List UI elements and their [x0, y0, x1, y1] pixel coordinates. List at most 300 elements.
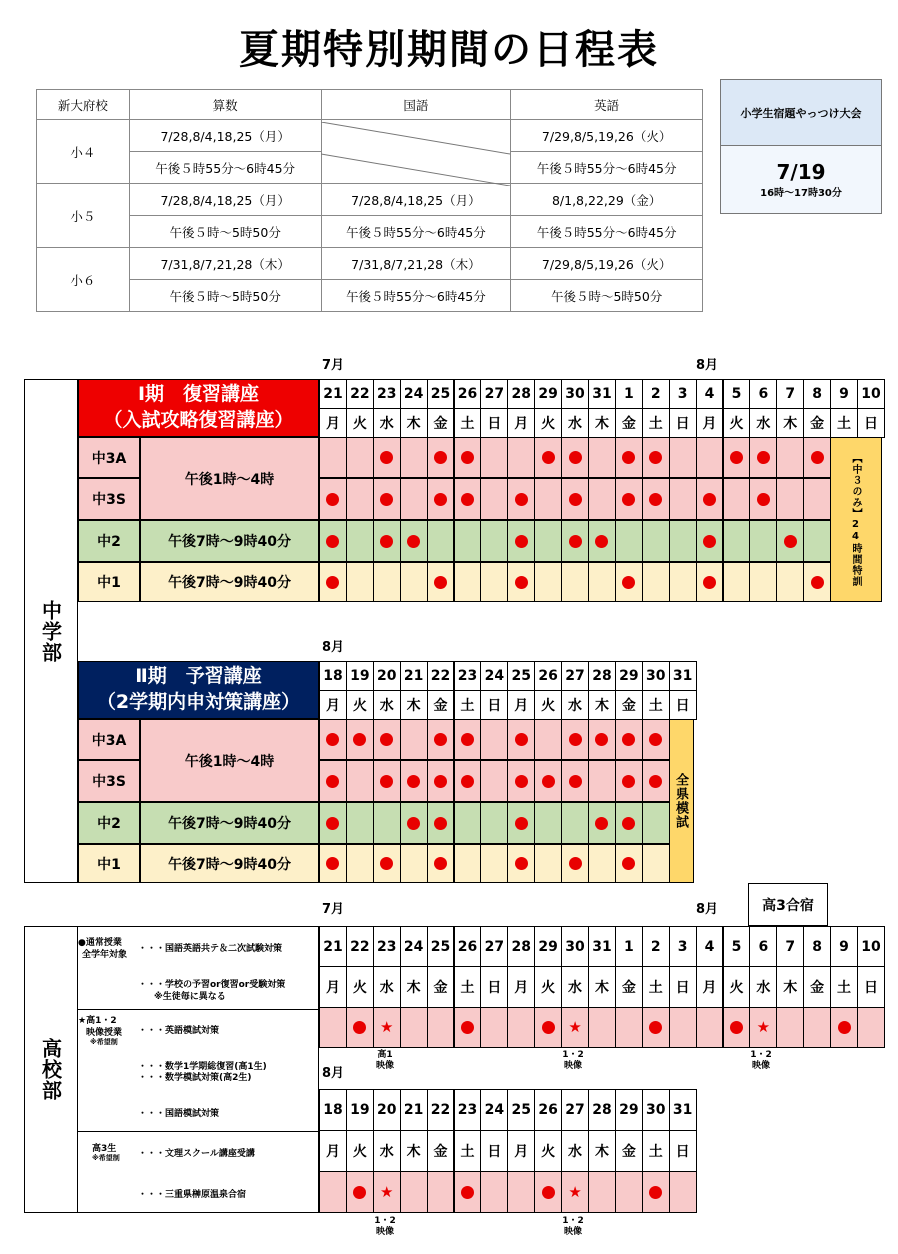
schedule-cell	[400, 802, 428, 844]
period1-title: Ⅰ期 復習講座	[137, 383, 260, 406]
schedule-cell	[319, 802, 347, 844]
schedule-cell	[346, 478, 374, 520]
weekday-cell: 火	[723, 966, 751, 1008]
grade-4: 小４	[37, 120, 130, 184]
period2-title: Ⅱ期 予習講座	[135, 665, 262, 688]
schedule-cell	[749, 437, 777, 478]
schedule-cell	[400, 478, 428, 520]
legend-line: ・・・国語英語共テ＆二次試験対策	[138, 944, 283, 954]
month-label-august: 8月	[696, 902, 719, 917]
schedule-cell	[803, 562, 831, 602]
schedule-cell	[373, 437, 401, 478]
schedule-cell	[588, 1007, 616, 1048]
weekday-cell: 金	[615, 408, 643, 438]
legend-divider	[78, 1131, 319, 1132]
date-cell: 21	[400, 1089, 428, 1131]
schedule-cell	[373, 802, 401, 844]
schedule-cell	[723, 562, 751, 602]
date-cell: 22	[427, 1089, 455, 1131]
schedule-cell	[507, 844, 535, 883]
schedule-cell	[480, 562, 508, 602]
date-cell: 30	[561, 379, 589, 409]
schedule-cell	[427, 562, 455, 602]
weekday-cell: 月	[507, 966, 535, 1008]
date-cell: 23	[373, 379, 401, 409]
class-dot-marker	[353, 1021, 366, 1034]
weekday-cell: 月	[507, 690, 535, 720]
date-cell: 25	[427, 926, 455, 967]
class-dot-marker	[542, 1186, 555, 1199]
cell: 午後５時55分～6時45分	[511, 216, 703, 248]
schedule-cell	[642, 520, 670, 562]
schedule-cell	[480, 802, 508, 844]
class-dot-marker	[326, 493, 339, 506]
class-2-label: 中2	[78, 802, 140, 844]
schedule-cell	[534, 437, 562, 478]
schedule-cell	[588, 562, 616, 602]
weekday-cell: 金	[803, 966, 831, 1008]
class-2-label: 中2	[78, 520, 140, 562]
class-dot-marker	[326, 817, 339, 830]
date-cell: 5	[723, 926, 751, 967]
date-cell: 29	[534, 379, 562, 409]
video-star-marker: ★	[380, 1018, 394, 1036]
schedule-cell	[696, 1007, 724, 1048]
schedule-cell	[669, 1171, 697, 1213]
date-cell: 10	[857, 379, 885, 409]
schedule-cell	[507, 562, 535, 602]
date-cell: 26	[534, 1089, 562, 1131]
weekday-cell: 土	[642, 1130, 670, 1172]
class-dot-marker	[703, 535, 716, 548]
legend-video-note: ※希望制	[90, 1038, 118, 1046]
header-english: 英語	[511, 90, 703, 120]
date-cell: 31	[669, 1089, 697, 1131]
class-dot-marker	[622, 733, 635, 746]
schedule-cell	[346, 437, 374, 478]
class-dot-marker	[569, 775, 582, 788]
schedule-cell	[319, 719, 347, 760]
schedule-cell	[507, 802, 535, 844]
schedule-cell	[480, 719, 508, 760]
class-dot-marker	[649, 493, 662, 506]
schedule-cell	[319, 760, 347, 802]
date-cell: 21	[319, 379, 347, 409]
schedule-cell	[480, 520, 508, 562]
legend-senior: 高3生	[92, 1144, 117, 1154]
schedule-cell	[427, 478, 455, 520]
date-cell: 22	[427, 661, 455, 691]
class-dot-marker	[569, 493, 582, 506]
schedule-cell	[723, 478, 751, 520]
weekday-cell: 木	[400, 690, 428, 720]
weekday-cell: 土	[642, 408, 670, 438]
legend-senior-note: ※希望制	[92, 1154, 120, 1162]
date-cell: 10	[857, 926, 885, 967]
video-star-marker: ★	[380, 1182, 394, 1201]
schedule-cell	[400, 520, 428, 562]
date-cell: 21	[319, 926, 347, 967]
schedule-cell	[723, 520, 751, 562]
weekday-cell: 火	[346, 1130, 374, 1172]
schedule-cell	[534, 844, 562, 883]
schedule-cell	[400, 719, 428, 760]
schedule-cell	[373, 1007, 401, 1048]
event-date: 7/19	[776, 160, 826, 184]
class-1-label: 中1	[78, 844, 140, 883]
weekday-cell: 日	[669, 966, 697, 1008]
video-star-marker: ★	[568, 1182, 582, 1201]
weekday-cell: 日	[857, 408, 885, 438]
weekday-cell: 火	[534, 690, 562, 720]
prefecture-mock-exam	[667, 719, 694, 883]
schedule-cell	[749, 1007, 777, 1048]
high-school-section-label	[24, 926, 78, 1213]
schedule-cell	[319, 478, 347, 520]
schedule-cell	[669, 478, 697, 520]
class-dot-marker	[380, 451, 393, 464]
date-cell: 23	[454, 1089, 482, 1131]
schedule-cell	[803, 520, 831, 562]
schedule-cell	[642, 719, 670, 760]
weekday-cell: 火	[723, 408, 751, 438]
cell: 8/1,8,22,29（金）	[511, 184, 703, 216]
schedule-cell	[373, 760, 401, 802]
date-cell: 8	[803, 379, 831, 409]
schedule-cell	[696, 562, 724, 602]
schedule-cell	[373, 844, 401, 883]
weekday-cell: 月	[319, 690, 347, 720]
schedule-cell	[454, 562, 482, 602]
date-cell: 4	[696, 379, 724, 409]
class-dot-marker	[542, 1021, 555, 1034]
schedule-cell	[561, 520, 589, 562]
class-3-time: 午後1時～4時	[140, 437, 319, 520]
date-cell: 31	[669, 661, 697, 691]
legend-line: ・・・文理スクール講座受講	[138, 1149, 255, 1159]
weekday-cell: 日	[669, 1130, 697, 1172]
month-label-july: 7月	[322, 902, 345, 917]
class-dot-marker	[622, 817, 635, 830]
date-cell: 9	[830, 379, 858, 409]
weekday-cell: 金	[427, 408, 455, 438]
weekday-cell: 木	[588, 966, 616, 1008]
class-2-time: 午後7時～9時40分	[140, 520, 319, 562]
junior-high-label-text: 中学部	[38, 599, 63, 663]
class-dot-marker	[811, 451, 824, 464]
schedule-cell	[830, 1007, 858, 1048]
schedule-cell	[427, 1171, 455, 1213]
header-school: 新大府校	[37, 90, 130, 120]
date-cell: 28	[588, 661, 616, 691]
schedule-cell	[534, 719, 562, 760]
schedule-cell	[373, 520, 401, 562]
legend-regular-target: 全学年対象	[82, 950, 128, 960]
schedule-cell	[346, 802, 374, 844]
schedule-cell	[534, 802, 562, 844]
class-dot-marker	[461, 493, 474, 506]
schedule-cell	[427, 1007, 455, 1048]
class-3a-label: 中3A	[78, 719, 140, 760]
cell: 7/29,8/5,19,26（火）	[511, 120, 703, 152]
schedule-cell	[400, 1007, 428, 1048]
class-dot-marker	[407, 535, 420, 548]
class-dot-marker	[622, 451, 635, 464]
weekday-cell: 日	[669, 690, 697, 720]
schedule-cell	[480, 1007, 508, 1048]
date-cell: 18	[319, 1089, 347, 1131]
date-cell: 31	[588, 379, 616, 409]
schedule-cell	[642, 437, 670, 478]
caption-video: 1・2 映像	[562, 1050, 584, 1071]
date-cell: 1	[615, 379, 643, 409]
schedule-cell	[561, 562, 589, 602]
schedule-cell	[534, 478, 562, 520]
video-star-marker: ★	[568, 1018, 582, 1036]
date-cell: 7	[776, 926, 804, 967]
schedule-cell	[319, 1171, 347, 1213]
schedule-cell	[346, 1007, 374, 1048]
schedule-cell	[588, 844, 616, 883]
special-24h-text: 【中３のみ】24時間特訓	[850, 452, 861, 587]
weekday-cell: 火	[534, 1130, 562, 1172]
schedule-cell	[454, 844, 482, 883]
legend-line: ・・・三重県榊原温泉合宿	[138, 1190, 247, 1200]
class-dot-marker	[407, 817, 420, 830]
weekday-cell: 水	[373, 1130, 401, 1172]
weekday-cell: 月	[696, 408, 724, 438]
date-cell: 28	[507, 379, 535, 409]
date-cell: 28	[507, 926, 535, 967]
date-cell: 2	[642, 379, 670, 409]
cell: 7/31,8/7,21,28（木）	[321, 248, 511, 280]
weekday-cell: 木	[588, 1130, 616, 1172]
weekday-cell: 月	[507, 1130, 535, 1172]
date-cell: 3	[669, 379, 697, 409]
date-cell: 23	[454, 661, 482, 691]
weekday-cell: 日	[480, 1130, 508, 1172]
weekday-cell: 木	[400, 1130, 428, 1172]
legend-divider	[78, 1009, 319, 1010]
date-cell: 30	[561, 926, 589, 967]
cell: 午後５時55分～6時45分	[321, 280, 511, 312]
schedule-cell	[588, 760, 616, 802]
schedule-cell	[507, 478, 535, 520]
weekday-cell: 土	[454, 966, 482, 1008]
weekday-cell: 月	[319, 408, 347, 438]
weekday-cell: 木	[400, 966, 428, 1008]
date-cell: 26	[534, 661, 562, 691]
weekday-cell: 木	[400, 408, 428, 438]
date-cell: 27	[561, 661, 589, 691]
class-dot-marker	[649, 451, 662, 464]
weekday-cell: 日	[480, 408, 508, 438]
schedule-cell	[427, 802, 455, 844]
schedule-cell	[642, 844, 670, 883]
schedule-cell	[507, 719, 535, 760]
schedule-cell	[749, 562, 777, 602]
weekday-cell: 水	[561, 408, 589, 438]
class-dot-marker	[569, 733, 582, 746]
class-dot-marker	[784, 535, 797, 548]
class-dot-marker	[569, 535, 582, 548]
date-cell: 5	[723, 379, 751, 409]
class-3a-label: 中3A	[78, 437, 140, 478]
schedule-cell	[534, 1171, 562, 1213]
header-japanese: 国語	[321, 90, 511, 120]
schedule-cell	[454, 1007, 482, 1048]
date-cell: 27	[561, 1089, 589, 1131]
class-dot-marker	[461, 733, 474, 746]
weekday-cell: 金	[615, 966, 643, 1008]
schedule-cell	[346, 562, 374, 602]
weekday-cell: 日	[857, 966, 885, 1008]
class-dot-marker	[515, 775, 528, 788]
class-dot-marker	[407, 775, 420, 788]
caption-video: 1・2 映像	[374, 1216, 396, 1237]
class-dot-marker	[515, 493, 528, 506]
date-cell: 29	[615, 1089, 643, 1131]
schedule-cell	[561, 719, 589, 760]
schedule-cell	[776, 1007, 804, 1048]
legend-line: ・・・数学模試対策(高2生)	[138, 1073, 252, 1083]
schedule-cell	[427, 437, 455, 478]
schedule-cell	[319, 520, 347, 562]
date-cell: 20	[373, 661, 401, 691]
schedule-cell	[615, 520, 643, 562]
schedule-cell	[669, 1007, 697, 1048]
mock-exam-text: 全県模試	[673, 773, 688, 829]
cell: 午後５時55分～6時45分	[511, 152, 703, 184]
class-dot-marker	[380, 733, 393, 746]
weekday-cell: 木	[776, 408, 804, 438]
date-cell: 24	[400, 926, 428, 967]
class-dot-marker	[434, 733, 447, 746]
date-cell: 2	[642, 926, 670, 967]
date-cell: 30	[642, 661, 670, 691]
schedule-cell	[642, 802, 670, 844]
schedule-cell	[454, 802, 482, 844]
schedule-cell	[561, 437, 589, 478]
class-dot-marker	[380, 775, 393, 788]
schedule-cell	[346, 760, 374, 802]
weekday-cell: 月	[696, 966, 724, 1008]
class-dot-marker	[838, 1021, 851, 1034]
schedule-cell	[534, 1007, 562, 1048]
schedule-cell	[615, 478, 643, 520]
class-3-time: 午後1時～4時	[140, 719, 319, 802]
schedule-cell	[696, 478, 724, 520]
date-cell: 18	[319, 661, 347, 691]
date-cell: 31	[588, 926, 616, 967]
date-cell: 23	[373, 926, 401, 967]
class-dot-marker	[515, 576, 528, 589]
schedule-cell	[507, 437, 535, 478]
month-label-august: 8月	[696, 358, 719, 373]
page-title: 夏期特別期間の日程表	[239, 27, 659, 73]
weekday-cell: 月	[319, 966, 347, 1008]
class-dot-marker	[434, 817, 447, 830]
date-cell: 19	[346, 1089, 374, 1131]
event-title: 小学生宿題やっつけ大会	[721, 80, 881, 146]
class-dot-marker	[595, 817, 608, 830]
period2-subtitle: （2学期内申対策講座）	[96, 691, 301, 713]
class-dot-marker	[353, 1186, 366, 1199]
schedule-cell	[346, 1171, 374, 1213]
schedule-cell	[749, 520, 777, 562]
class-dot-marker	[622, 576, 635, 589]
period1-subtitle: （入試攻略復習講座）	[103, 409, 294, 431]
class-dot-marker	[515, 733, 528, 746]
schedule-cell	[319, 562, 347, 602]
cell: 午後５時～5時50分	[129, 280, 321, 312]
date-cell: 24	[400, 379, 428, 409]
caption-video: 1・2 映像	[562, 1216, 584, 1237]
schedule-cell	[507, 520, 535, 562]
class-dot-marker	[434, 451, 447, 464]
class-dot-marker	[595, 733, 608, 746]
schedule-cell	[480, 437, 508, 478]
schedule-cell	[615, 802, 643, 844]
class-dot-marker	[649, 733, 662, 746]
schedule-cell	[803, 437, 831, 478]
schedule-cell	[561, 1007, 589, 1048]
class-dot-marker	[515, 857, 528, 870]
date-cell: 20	[373, 1089, 401, 1131]
class-dot-marker	[515, 817, 528, 830]
class-1-time: 午後7時～9時40分	[140, 844, 319, 883]
schedule-cell	[669, 562, 697, 602]
schedule-cell	[480, 1171, 508, 1213]
schedule-cell	[400, 760, 428, 802]
class-dot-marker	[542, 775, 555, 788]
legend-regular-title: ●通常授業	[78, 938, 122, 948]
cell: 7/28,8/4,18,25（月）	[321, 184, 511, 216]
legend-line: ・・・数学1学期総復習(高1生)	[138, 1062, 267, 1072]
schedule-cell	[588, 520, 616, 562]
caption-video: 1・2 映像	[750, 1050, 772, 1071]
schedule-cell	[373, 478, 401, 520]
weekday-cell: 木	[776, 966, 804, 1008]
schedule-cell	[642, 562, 670, 602]
class-dot-marker	[622, 775, 635, 788]
schedule-cell	[319, 1007, 347, 1048]
schedule-cell	[454, 478, 482, 520]
date-cell: 7	[776, 379, 804, 409]
schedule-cell	[480, 844, 508, 883]
weekday-cell: 土	[642, 966, 670, 1008]
cell: 午後５時55分～6時45分	[129, 152, 321, 184]
schedule-cell	[427, 760, 455, 802]
legend-video: 映像授業	[86, 1028, 123, 1038]
schedule-cell	[346, 844, 374, 883]
class-dot-marker	[515, 535, 528, 548]
schedule-cell	[346, 520, 374, 562]
weekday-cell: 火	[346, 966, 374, 1008]
date-cell: 6	[749, 926, 777, 967]
weekday-cell: 水	[749, 966, 777, 1008]
schedule-cell	[534, 760, 562, 802]
date-cell: 26	[454, 379, 482, 409]
weekday-cell: 水	[373, 408, 401, 438]
schedule-cell	[454, 719, 482, 760]
schedule-cell	[454, 760, 482, 802]
weekday-cell: 金	[427, 690, 455, 720]
class-dot-marker	[434, 576, 447, 589]
schedule-cell	[615, 1171, 643, 1213]
date-cell: 21	[400, 661, 428, 691]
weekday-cell: 土	[454, 408, 482, 438]
